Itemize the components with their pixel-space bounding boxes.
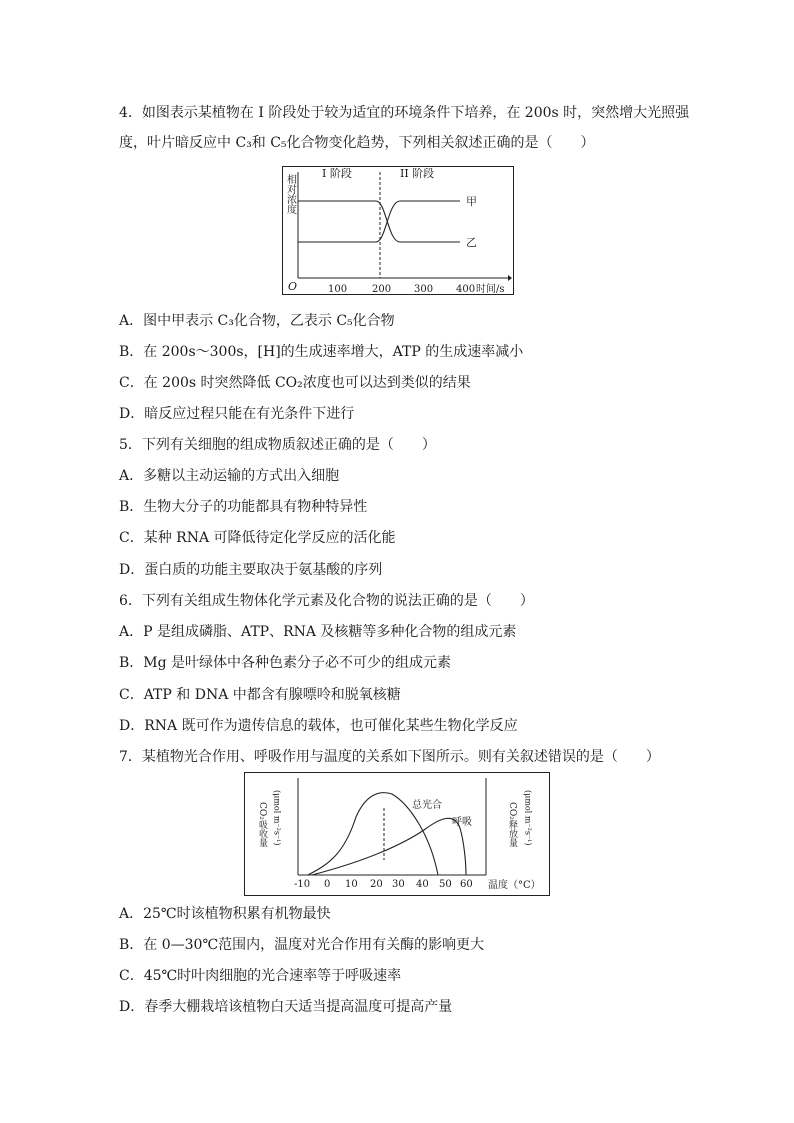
q7-x-tick: 50 (439, 879, 452, 890)
q4-option-b: B．在 200s～300s，[H]的生成速率增大，ATP 的生成速率减小 (119, 344, 524, 360)
q4-figure (280, 164, 516, 298)
q7-ylabel-left: CO₂吸收量 (257, 802, 267, 847)
q6-stem: 6．下列有关组成生物体化学元素及化合物的说法正确的是（ ） (119, 593, 534, 609)
q7-option-c: C．45℃时叶肉细胞的光合速率等于呼吸速率 (119, 968, 402, 984)
q4-x-tick: 300 (414, 284, 434, 295)
q4-x-tick: 200 (372, 284, 392, 295)
q4-origin: O (288, 280, 298, 293)
q5-option-b: B．生物大分子的功能都具有物种特异性 (119, 499, 368, 515)
q7-x-tick: -10 (294, 879, 311, 890)
q4-stem-line2: 度，叶片暗反应中 C₃和 C₅化合物变化趋势，下列相关叙述正确的是（ ） (119, 135, 595, 151)
q5-option-a: A．多糖以主动运输的方式出入细胞 (119, 468, 340, 484)
q7-x-tick: 30 (392, 879, 405, 890)
q7-x-tick: 0 (324, 879, 331, 890)
q4-curve-a (298, 201, 460, 242)
q4-x-tick: 400 (456, 284, 476, 295)
q7-label-photosynthesis: 总光合 (412, 800, 442, 811)
q7-respiration-curve (312, 818, 466, 875)
q5-option-d: D．蛋白质的功能主要取决于氨基酸的序列 (119, 562, 383, 578)
q4-option-d: D．暗反应过程只能在有光条件下进行 (119, 406, 355, 422)
q7-option-d: D．春季大棚栽培该植物白天适当提高温度可提高产量 (119, 999, 453, 1015)
q4-x-unit: 时间/s (476, 284, 505, 295)
q4-option-c: C．在 200s 时突然降低 CO₂浓度也可以达到类似的结果 (119, 375, 471, 391)
q4-series-a-label: 甲 (466, 195, 477, 208)
q4-phase2-label: II 阶段 (400, 167, 435, 180)
q7-ylabel-left-unit: (μmol m⁻²s⁻¹) (272, 790, 282, 846)
q4-ylabel: 相对浓度 (284, 174, 296, 214)
q7-option-a: A．25℃时该植物积累有机物最快 (119, 906, 331, 922)
q7-option-b: B．在 0—30℃范围内，温度对光合作用有关酶的影响更大 (119, 937, 485, 953)
q4-curve-b (298, 201, 460, 242)
q4-stem-line1: 4．如图表示某植物在 I 阶段处于较为适宜的环境条件下培养，在 200s 时，突然增大光照强 (119, 105, 690, 121)
q7-figure (244, 772, 550, 896)
q7-x-tick: 20 (370, 879, 383, 890)
q6-option-b: B．Mg 是叶绿体中各种色素分子必不可少的组成元素 (119, 655, 452, 671)
q6-option-d: D．RNA 既可作为遗传信息的载体，也可催化某些生物化学反应 (119, 718, 518, 734)
q7-label-respiration: 呼吸 (452, 817, 472, 828)
q4-option-a: A．图中甲表示 C₃化合物，乙表示 C₅化合物 (119, 313, 395, 329)
q7-ylabel-right: CO₂释放量 (507, 802, 517, 847)
q4-x-tick: 100 (328, 284, 348, 295)
q7-x-tick: 60 (460, 879, 473, 890)
q7-x-unit: 温度（°C） (488, 880, 541, 891)
q5-stem: 5．下列有关细胞的组成物质叙述正确的是（ ） (119, 437, 436, 453)
q4-phase1-label: I 阶段 (322, 167, 352, 180)
q7-stem: 7．某植物光合作用、呼吸作用与温度的关系如下图所示。则有关叙述错误的是（ ） (119, 749, 660, 765)
q6-option-c: C．ATP 和 DNA 中都含有腺嘌呤和脱氧核糖 (119, 687, 401, 703)
q7-x-tick: 10 (345, 879, 358, 890)
q4-series-b-label: 乙 (466, 236, 477, 249)
q7-ylabel-right-unit: (μmol m⁻²s⁻¹) (523, 790, 533, 846)
q5-option-c: C．某种 RNA 可降低待定化学反应的活化能 (119, 530, 396, 546)
q6-option-a: A．P 是组成磷脂、ATP、RNA 及核糖等多种化合物的组成元素 (119, 624, 517, 640)
q7-x-tick: 40 (416, 879, 429, 890)
